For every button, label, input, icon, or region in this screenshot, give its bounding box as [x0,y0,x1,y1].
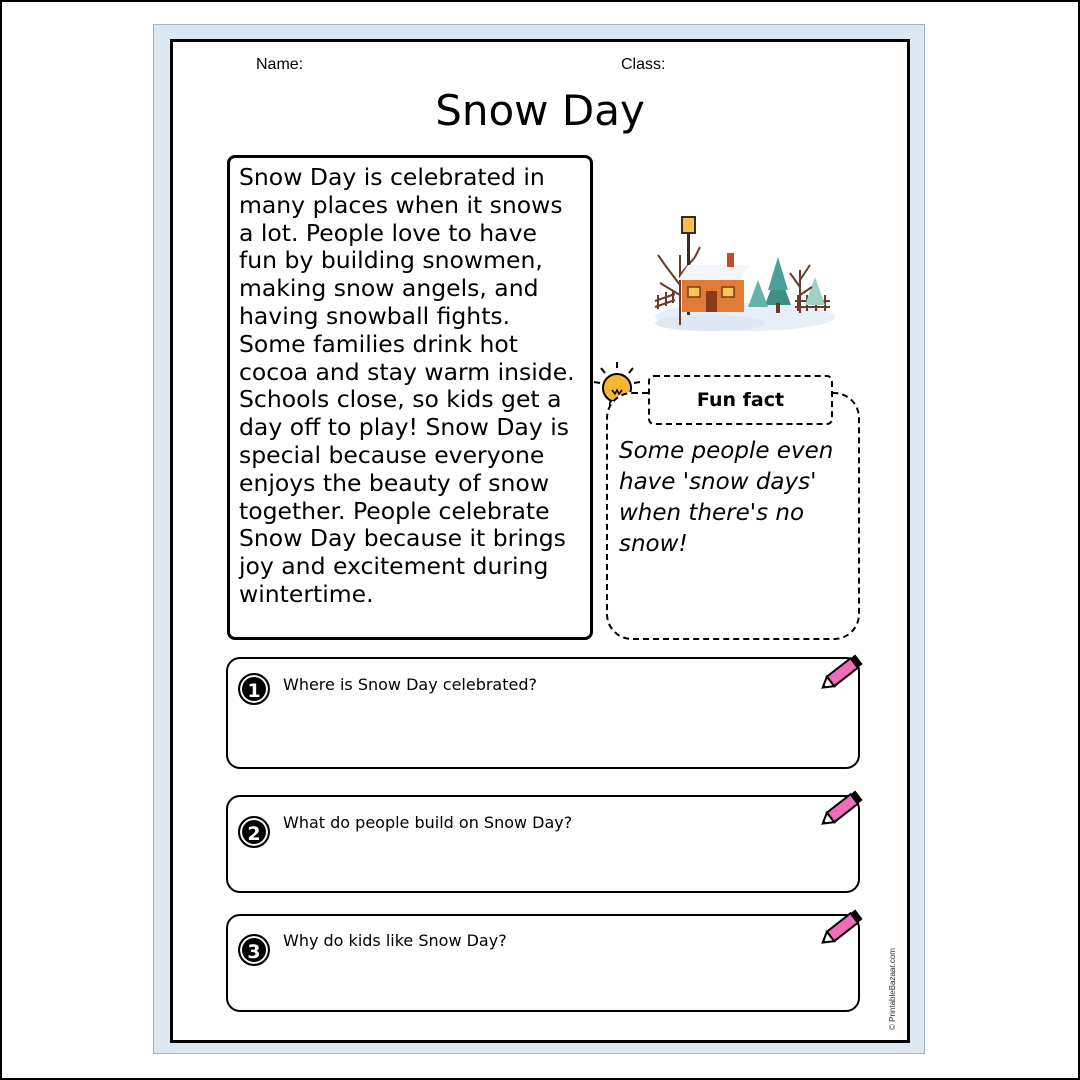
pencil-icon [818,786,868,832]
answer-box-2[interactable] [226,795,860,893]
reading-passage: Snow Day is celebrated in many places when it snows a lot. People love to have fun by building snowmen, making snow angels, and having snowball fights. Some families drink hot cocoa and stay warm inside. Schools close, so kids get a day off to play! Snow Day is special because everyone enjoys the beauty of snow together. People celebrate Snow Day because it brings joy and excitement during wintertime. [227,155,593,640]
class-label: Class: [621,56,666,73]
winter-cabin-illustration [640,195,840,335]
fun-fact-text: Some people even have 'snow days' when there's no snow! [619,438,834,557]
question-number-1: 1 [238,673,270,705]
answer-box-3[interactable] [226,914,860,1012]
copyright-text: © PrintableBazaar.com [888,948,897,1030]
pencil-icon [818,650,868,696]
question-text-3: Why do kids like Snow Day? [283,931,507,950]
pencil-icon [818,905,868,951]
page-title: Snow Day [435,86,645,135]
fun-fact-title: Fun fact [648,375,833,425]
question-text-2: What do people build on Snow Day? [283,813,573,832]
question-number-3: 3 [238,934,270,966]
answer-box-1[interactable] [226,657,860,769]
question-text-1: Where is Snow Day celebrated? [283,675,537,694]
question-number-2: 2 [238,816,270,848]
name-label: Name: [256,56,304,73]
